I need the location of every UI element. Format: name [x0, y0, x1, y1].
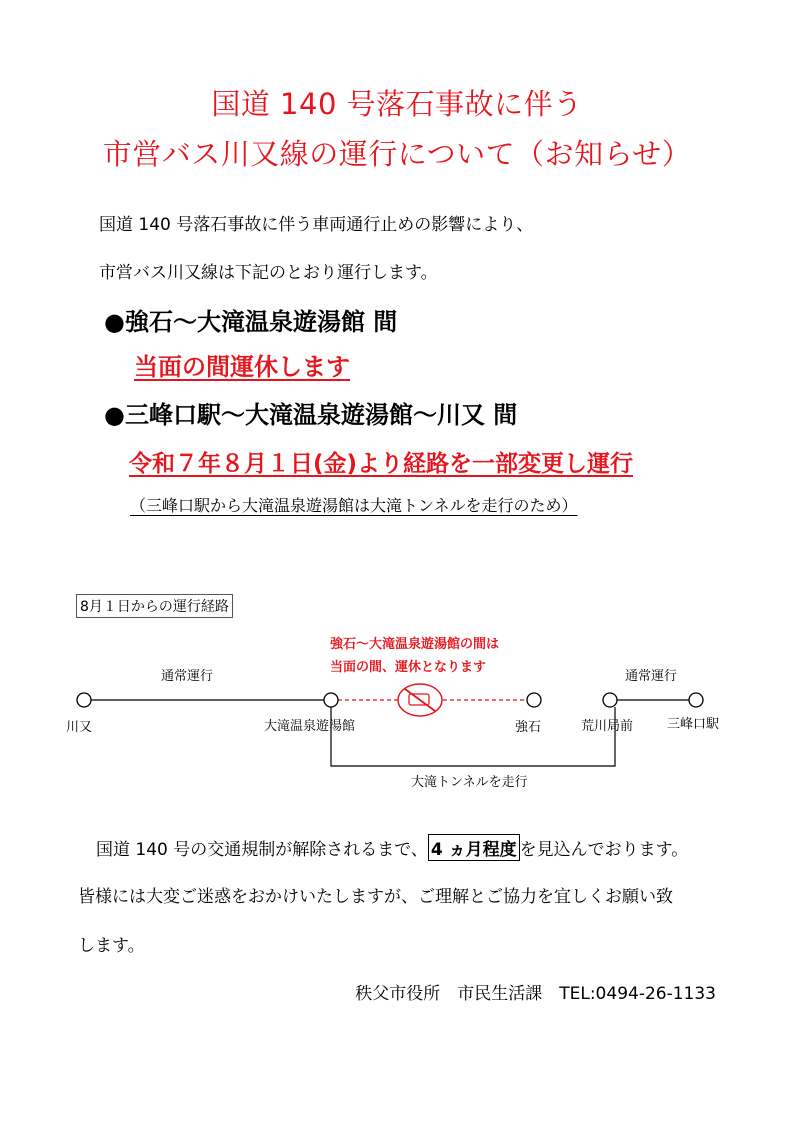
stop-mitsumine — [689, 693, 703, 707]
normal-service-left: 通常運行 — [161, 669, 214, 684]
stop-arakawa — [603, 693, 617, 707]
closing-line-1 — [96, 834, 688, 861]
stop-kowaishi — [527, 693, 541, 707]
stop-label-kawamata: 川又 — [66, 720, 93, 735]
stop-label-mitsumine: 三峰口駅 — [667, 717, 720, 732]
intro-line-2: 市営バス川又線は下記のとおり運行します。 — [99, 263, 438, 283]
tunnel-bracket — [331, 707, 615, 766]
tunnel-label: 大滝トンネルを走行 — [411, 775, 528, 790]
intro-line-1: 国道 140 号落石事故に伴う車両通行止めの影響により、 — [99, 215, 534, 235]
stop-label-otaki: 大滝温泉遊湯館 — [264, 719, 356, 734]
title-line-1: 国道 140 号落石事故に伴う — [211, 87, 583, 121]
suspended-label-line-2: 当面の間、運休となります — [330, 660, 487, 675]
notice2-heading: ●三峰口駅～大滝温泉遊湯館～川又 間 — [104, 401, 518, 429]
no-bus-icon — [398, 684, 442, 716]
closing-line-1-prefix: 国道 140 号の交通規制が解除されるまで、 — [96, 840, 428, 860]
closing-line-2: 皆様には大変ご迷惑をおかけいたしますが、ご理解とご協力を宜しくお願い致 — [78, 887, 673, 907]
stop-kawamata — [77, 693, 91, 707]
closing-line-3: します。 — [78, 936, 145, 956]
footer-contact: 秩父市役所 市民生活課 TEL:0494-26-1133 — [355, 984, 716, 1004]
title-line-2: 市営バス川又線の運行について（お知らせ） — [102, 137, 692, 171]
closing-line-1-suffix: を見込んでおります。 — [519, 840, 689, 860]
stop-label-kowaishi: 強石 — [515, 720, 542, 735]
diagram-caption: 8月１日からの運行経路 — [76, 594, 233, 618]
notice1-heading: ●強石～大滝温泉遊湯館 間 — [104, 308, 398, 336]
suspended-label-line-1: 強石～大滝温泉遊湯館の間は — [330, 637, 500, 652]
notice2-note: （三峰口駅から大滝温泉遊湯館は大滝トンネルを走行のため） — [130, 496, 578, 515]
duration-highlight: 4 ヵ月程度 — [428, 834, 520, 861]
stop-label-arakawa: 荒川局前 — [581, 719, 634, 734]
stop-otaki — [324, 693, 338, 707]
normal-service-right: 通常運行 — [625, 669, 678, 684]
notice2-detail: 令和７年８月１日(金)より経路を一部変更し運行 — [129, 451, 634, 477]
notice1-detail: 当面の間運休します — [134, 353, 350, 381]
